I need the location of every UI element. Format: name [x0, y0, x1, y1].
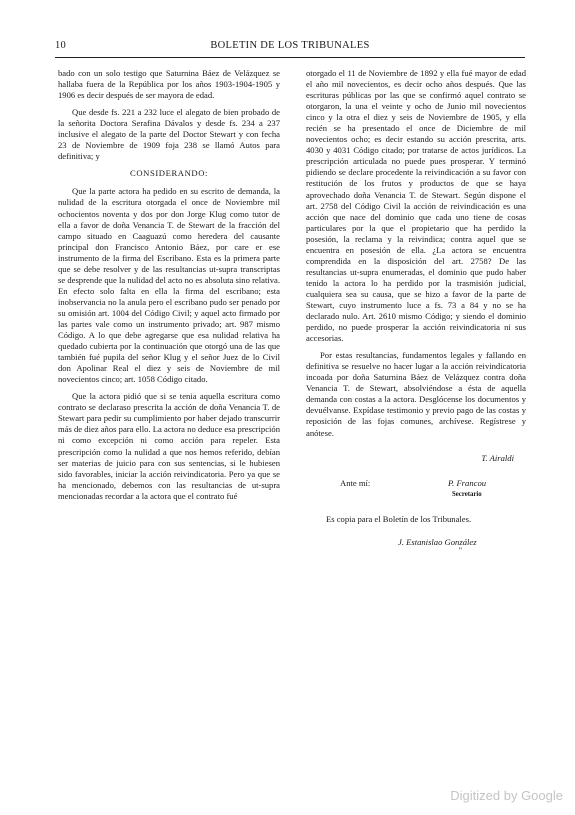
copy-note: Es copia para el Boletín de los Tribunales. — [326, 513, 472, 524]
secretary-name: P. Francou — [448, 477, 487, 488]
secretary-signature-line — [306, 478, 526, 498]
paragraph: bado con un solo testigo que Saturnina Báez de Velázquez se hallaba fuera de la República por los años 1903-1904-1905 y 1906 es decir después de ser mayora de edad. — [58, 68, 280, 101]
paragraph: Que desde fs. 221 a 232 luce el alegato de bien probado de la señorita Doctora Serafina Dávalos y desde fs. 234 a 237 inclusive el alegato de la parte del Doctor Stewart y con fecha 23 de Noviembre de 1909 foja 238 se llamó Autos para definitiva; y — [58, 107, 280, 162]
ante-label: Ante mí: — [340, 477, 371, 488]
paragraph: Que la actora pidió que si se tenia aquella escritura como contrato se declaraso prescrita la acción de doña Venancia T. de Stewart para pedir su cumplimiento por haber dejado transcurrir más de diez años para ello. La actora no deduce esa prescripción ni como excepción ni como acción para repeler. Esta prescripción como la nulidad a que nos hemos referido, debían ser materias de juicio para con sus sentencias, si le hubiesen sido favorables, iniciar la acción reivindicatoria. Pero ya que se ha mencionado, debemos con las resultancias de ut-supra mencionadas recordar a la actora que el contrato fué — [58, 391, 280, 501]
flourish-mark: " — [458, 545, 462, 555]
paragraph: otorgado el 11 de Noviembre de 1892 y ella fué mayor de edad el año mil novecientos, es decir ocho años después. Que las escrituras públicas por las que se confirmó aquel contrato se otorgaron, la una el veinte y ocho de Junio mil novecientos cinco y la otra el diez y seis de Noviembre de 1905, y ella recién se ha presentado el once de Diciembre de mil novecientos ocho; es decir estando su acción prescrita, arts. 4030 y 4031 Código citado; por tratarse de actos jurídicos. La prescripción articulada no puede pues prosperar. Y terminó pidiendo se declare procedente la reivindicación a su favor con restitución de los frutos y productos de que se haya aprovechado doña Venancia T. de Stewart. Según dispone el art. 2758 del Código Civil la acción de reivindicación es una acción que nace del dominio que cada uno tiene de cosas particulares por la que el propietario que ha perdido la posesión, la reclama y la reivindica; contra aquel que se encuentra en posesión de ella. ¿La actora se encuentra comprendida en la disposición del art. 2758? De las resultancias ut-supra enumeradas, el dominio que pudo haber tenido la actora lo ha perdido por la trasmisión judicial, cualquiera sea su causa, que se hizo a favor de la parte de Stewart, cuyo instrumento luce a fs. 73 a 84 y no se ha declarado nulo. Art. 2610 mismo Código; y siendo el dominio perdido, no puede prosperar la acción reivindicatoria ni sus accesorias. — [306, 68, 526, 344]
header-rule — [55, 57, 525, 58]
paragraph: Que la parte actora ha pedido en su escrito de demanda, la nulidad de la escritura otorgada el once de Noviembre mil ochocientos noventa y dos por don Jorge Klug como tutor de ella a favor de doña Venancia T. de Stewart de la fracción del campo situado en Caaguazú como heredera del causante principal don Francisco Antonio Báez, por care er ese instrumento de la firma del Escribano. Esta es la primera parte que se debe resolver y de las resultancias ut-supra transcriptas se desprende que la nulidad del acto no es absoluta sino relativa. En efecto solo falta en ella la firma del escribano; esta inobservancia no la anula pero el escribano pudo ser penado por su omisión art. 1004 del Código Civil; y aquel acto firmado por las partes vale como un instrumento privado; art. 987 mismo Código. A lo que debe agregarse que esa nulidad relativa ha quedado cubierta por la continuación que otorgó una de las que también fué pupila del señor Klug y el señor Juez de lo Civil don Apolinar Real el diez y seis de Noviembre de mil novecientos cinco; art. 1058 Código citado. — [58, 186, 280, 385]
right-column — [306, 68, 526, 554]
judge-signature: T. Airaldi — [481, 452, 514, 463]
paragraph: Por estas resultancias, fundamentos legales y fallando en definitiva se resuelve no hacer lugar a la acción reivindicatoria incoada por doña Saturnina Báez de Velázquez contra doña Venancia T. de Stewart, absolviéndose a ésta de aquella demanda con costas a la actora. Desglócense los documentos y devuélvanse. Expídase testimonio y previo pago de las costas y reposición de las fojas comunes, archívese. Regístrese y anótese. — [306, 350, 526, 438]
running-title: BOLETIN DE LOS TRIBUNALES — [210, 40, 370, 51]
secretary-role: Secretario — [452, 490, 482, 498]
copy-signature: J. Estanislao González — [398, 536, 477, 547]
digitization-watermark: Digitized by Google — [450, 788, 563, 803]
section-heading: CONSIDERANDO: — [130, 168, 208, 179]
page-number: 10 — [55, 40, 67, 51]
page-header — [55, 38, 525, 54]
left-column — [58, 68, 280, 502]
